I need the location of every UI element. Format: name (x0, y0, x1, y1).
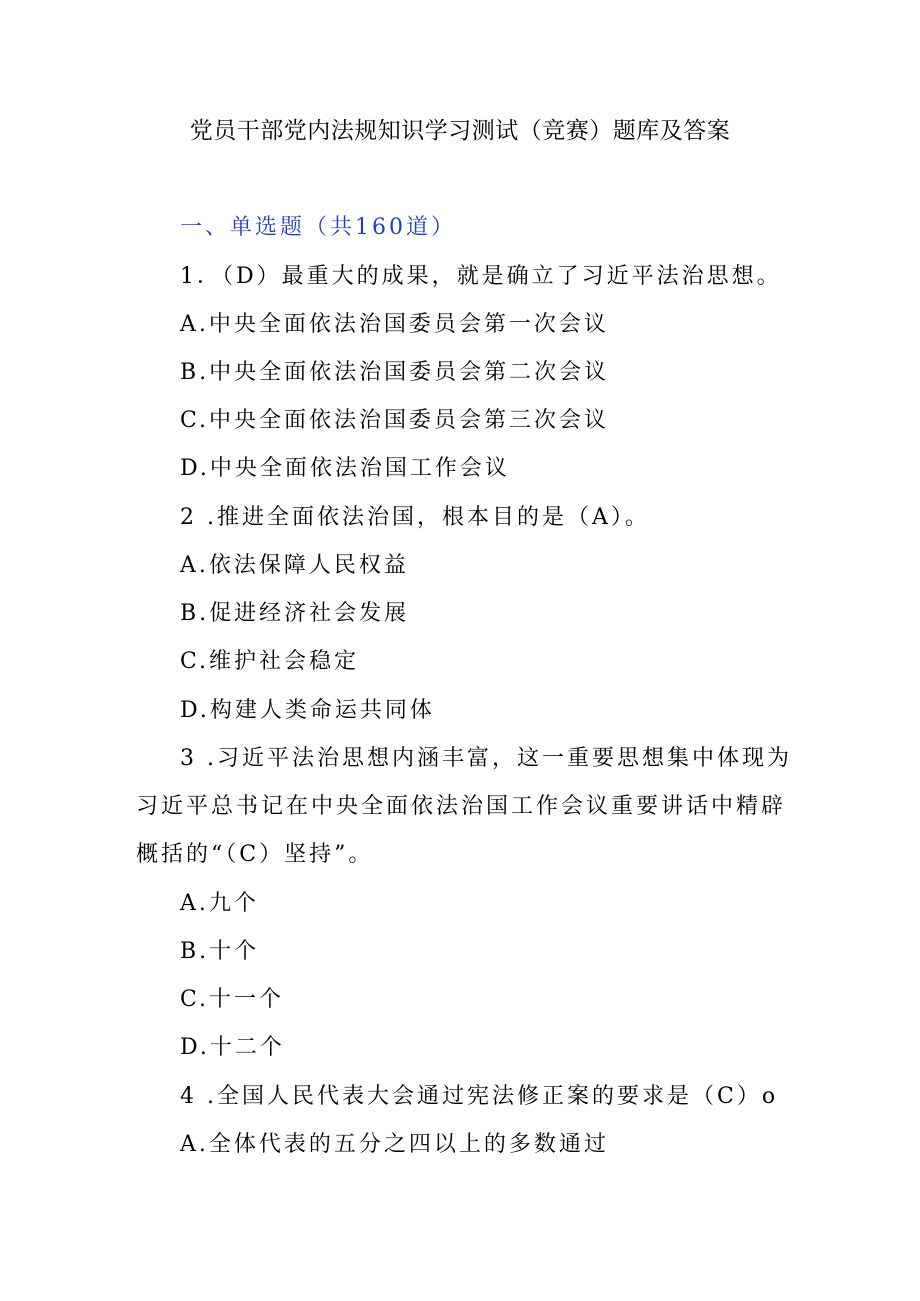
question-2-option-b: B.促进经济社会发展 (180, 601, 410, 626)
question-1-option-b: B.中央全面依法治国委员会第二次会议 (180, 360, 610, 385)
question-2-stem: 2 .推进全面依法治国，根本目的是（A）。 (180, 505, 650, 530)
question-1-option-a: A.中央全面依法治国委员会第一次会议 (180, 312, 609, 337)
question-3-option-a: A.九个 (180, 891, 259, 916)
question-3-stem-line-2: 习近平总书记在中央全面依法治国工作会议重要讲话中精辟 (136, 794, 787, 819)
question-3-option-c: C.十一个 (180, 987, 285, 1012)
question-2-option-d: D.构建人类命运共同体 (180, 698, 435, 723)
question-3-option-b: B.十个 (180, 939, 260, 964)
question-1-option-c: C.中央全面依法治国委员会第三次会议 (180, 408, 610, 433)
question-2-option-c: C.维护社会稳定 (180, 649, 360, 674)
section-heading: 一、单选题（共160道） (180, 215, 456, 240)
document-title: 党员干部党内法规知识学习测试（竞赛）题库及答案 (189, 118, 731, 144)
question-3-option-d: D.十二个 (180, 1035, 285, 1060)
question-2-option-a: A.依法保障人民权益 (180, 553, 409, 578)
question-4-stem: 4 .全国人民代表大会通过宪法修正案的要求是（C）o (180, 1084, 779, 1109)
question-3-stem-line-1: 3 .习近平法治思想内涵丰富，这一重要思想集中体现为 (180, 746, 792, 771)
question-3-stem-line-3: 概括的“（C）坚持”。 (136, 842, 374, 867)
question-4-option-a: A.全体代表的五分之四以上的多数通过 (180, 1132, 609, 1157)
question-1-option-d: D.中央全面依法治国工作会议 (180, 456, 510, 481)
question-1-stem: 1．（D）最重大的成果，就是确立了习近平法治思想。 (180, 264, 782, 289)
